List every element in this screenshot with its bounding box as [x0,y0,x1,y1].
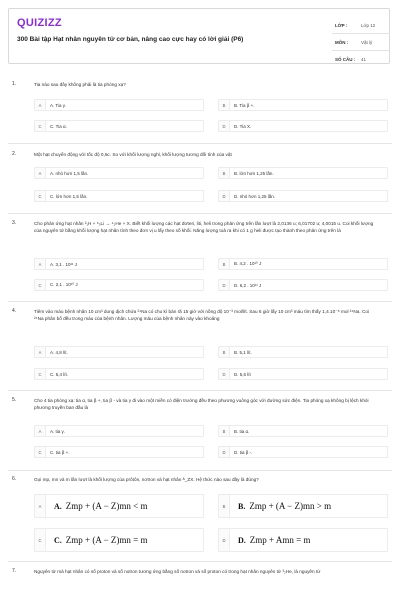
question-text: Nguyên tử mà hạt nhân có số proton và số notron tương ứng bằng số notron và số proton có trong hạt nhân nguyên tử ³₂He, là nguyên tử [34,569,321,574]
option-label: C. [54,535,62,545]
document-header [8,8,390,64]
option-letter: A [35,259,46,269]
question-5 [12,397,392,465]
meta-value: Vật lý [361,39,373,45]
question-text: Một hạt chuyển động với tốc độ 0,6c. So với khối lượng nghỉ, khối lượng tương đối tính của vật [34,152,232,157]
option-a[interactable] [34,425,204,437]
meta-key: MÔN : [335,39,349,45]
question-divider [8,561,392,562]
option-text: B. 5,1 lít. [234,349,252,355]
option-a[interactable] [34,99,204,111]
option-d[interactable] [218,120,388,132]
option-a[interactable] [34,346,204,358]
question-text: Gọi mp, mn và m lần lượt là khối lượng của prôtôn, nơtron và hạt nhân ᴬ_ZX. Hệ thức nào sau đây là đúng? [34,477,259,482]
option-letter: C [35,447,46,457]
question-text: Cho phản ứng hạt nhân ²₁H + ⁶₃Li → ⁴₂He + X. Biết khối lượng các hạt đơteri, liti, heli trong phản ứng trên lần lượt là 2,0136 u; 6,01702 u; 4,0015 u. Coi khối lượng của nguyên tử bằng khối lượng hạt nhân tính theo đơn vị u lấy theo số khối. Năng lượng toả ra khi có 1 g heli được tạo thành theo phản ứng trên là [34,221,374,233]
option-letter: B [219,168,230,178]
option-d[interactable] [218,368,388,380]
option-b[interactable] [218,425,388,437]
option-text: C. tia β +. [50,449,70,455]
option-c[interactable] [34,120,204,132]
option-text: B. tia α. [234,428,250,434]
option-letter: C [35,191,46,201]
meta-row-subject [335,34,387,50]
option-text: A. nhỏ hơn 1,5 lần. [50,170,89,176]
option-letter: D [219,529,230,551]
question-text: Cho 4 tia phóng xạ: tia α, tia β +, tia β - và tia γ đi vào một miền có điện trường đều theo phương vuông góc với đường sức điện. Tia phóng xạ không bị lệch khỏi phương truyền ban đầu là [34,398,369,410]
option-letter: D [219,191,230,201]
question-3 [12,220,392,294]
option-c[interactable] [34,190,204,202]
option-text: D. Tia X. [234,123,252,129]
option-formula: Zmp + (A − Z)mn < m [65,501,148,511]
question-text: Tia nào sau đây không phải là tia phóng xạ? [34,82,126,87]
option-letter: D [219,280,230,290]
page-title: 300 Bài tập Hạt nhân nguyên tử cơ bản, nâng cao cực hay có lời giải (P6) [17,36,244,43]
option-text: A. 4,8 lít. [50,349,68,355]
question-divider [8,143,392,144]
meta-row-count [335,51,387,67]
option-letter: C [35,529,46,551]
option-b[interactable] [218,494,388,518]
option-d[interactable] [218,528,388,552]
option-b[interactable] [218,258,388,270]
option-text: D. nhỏ hơn 1,25 lần. [234,193,275,199]
option-b[interactable] [218,99,388,111]
option-text [238,501,331,511]
option-letter: C [35,121,46,131]
option-letter: B [219,347,230,357]
option-letter: A [35,495,46,517]
option-letter: B [219,259,230,269]
quizizz-logo: QUIZIZZ [17,17,62,29]
meta-key: LỚP : [335,22,348,28]
question-number: 3. [12,220,17,226]
option-label: D. [238,535,246,545]
meta-row-class [335,17,387,33]
option-text: A. tia γ. [50,428,66,434]
option-b[interactable] [218,346,388,358]
meta-key: SỐ CÂU : [335,56,356,62]
option-letter: B [219,495,230,517]
question-2 [12,151,392,206]
option-c[interactable] [34,279,204,291]
option-text [238,535,310,545]
question-number: 1. [12,81,17,87]
question-number: 2. [12,151,17,157]
option-a[interactable] [34,258,204,270]
option-text: B. lớn hơn 1,25 lần. [234,170,274,176]
option-text: C. 2,1 . 10¹⁰ J [50,282,78,287]
option-text: B. 4,2 . 10¹⁰ J [234,261,262,266]
question-7 [12,568,392,596]
option-letter: D [219,121,230,131]
option-b[interactable] [218,167,388,179]
option-letter: D [219,447,230,457]
question-text: Tiêm vào máu bệnh nhân 10 cm³ dung dịch chứa ²⁴Na có chu kì bán rã 15 giờ với nồng độ 10⁻³ mol/lít. Sau 6 giờ lấy 10 cm³ máu tìm thấy 1,4.10⁻⁸ mol ²⁴Na. Coi ²⁴Na phân bố đều trong máu của bệnh nhân. Lượng máu của bệnh nhân này vào khoảng [34,309,370,321]
option-letter: B [219,426,230,436]
meta-value: 41 [361,56,367,62]
option-d[interactable] [218,190,388,202]
option-letter: A [35,100,46,110]
question-divider [8,301,392,302]
question-divider [8,390,392,391]
question-number: 7. [12,568,17,574]
option-label: A. [54,501,62,511]
meta-value: Lớp 12 [361,22,376,28]
meta-panel [335,17,387,67]
option-a[interactable] [34,494,204,518]
option-a[interactable] [34,167,204,179]
question-1 [12,81,392,136]
option-text: D. 6,2 . 10¹¹ J [234,282,262,288]
question-divider [8,470,392,471]
option-letter: B [219,100,230,110]
question-divider [8,213,392,214]
option-text: D. 5,6 lít [234,371,251,377]
option-text: B. Tia β +. [234,102,255,108]
option-c[interactable] [34,368,204,380]
option-letter: C [35,280,46,290]
option-c[interactable] [34,446,204,458]
question-number: 6. [12,476,17,482]
option-label: B. [238,501,246,511]
option-letter: A [35,426,46,436]
option-letter: C [35,369,46,379]
option-formula: Zmp + Amn = m [249,535,311,545]
option-letter: D [219,369,230,379]
option-text: D. tia β -. [234,449,253,455]
option-text: C. 5,4 lít. [50,371,69,377]
question-number: 5. [12,397,17,403]
option-c[interactable] [34,528,204,552]
option-text: C. Tia α. [50,123,67,129]
option-d[interactable] [218,279,388,291]
option-letter: A [35,168,46,178]
option-formula: Zmp + (A − Z)mn > m [249,501,332,511]
option-text [54,535,148,545]
option-formula: Zmp + (A − Z)mn = m [65,535,148,545]
option-d[interactable] [218,446,388,458]
question-number: 4. [12,308,17,314]
question-4 [12,308,392,384]
option-letter: A [35,347,46,357]
option-text [54,501,148,511]
question-6 [12,476,392,556]
option-text: A. 3,1 . 10¹¹ J [50,261,78,267]
option-text: A. Tia γ. [50,102,67,108]
option-text: C. lớn hơn 1,5 lần. [50,193,88,199]
